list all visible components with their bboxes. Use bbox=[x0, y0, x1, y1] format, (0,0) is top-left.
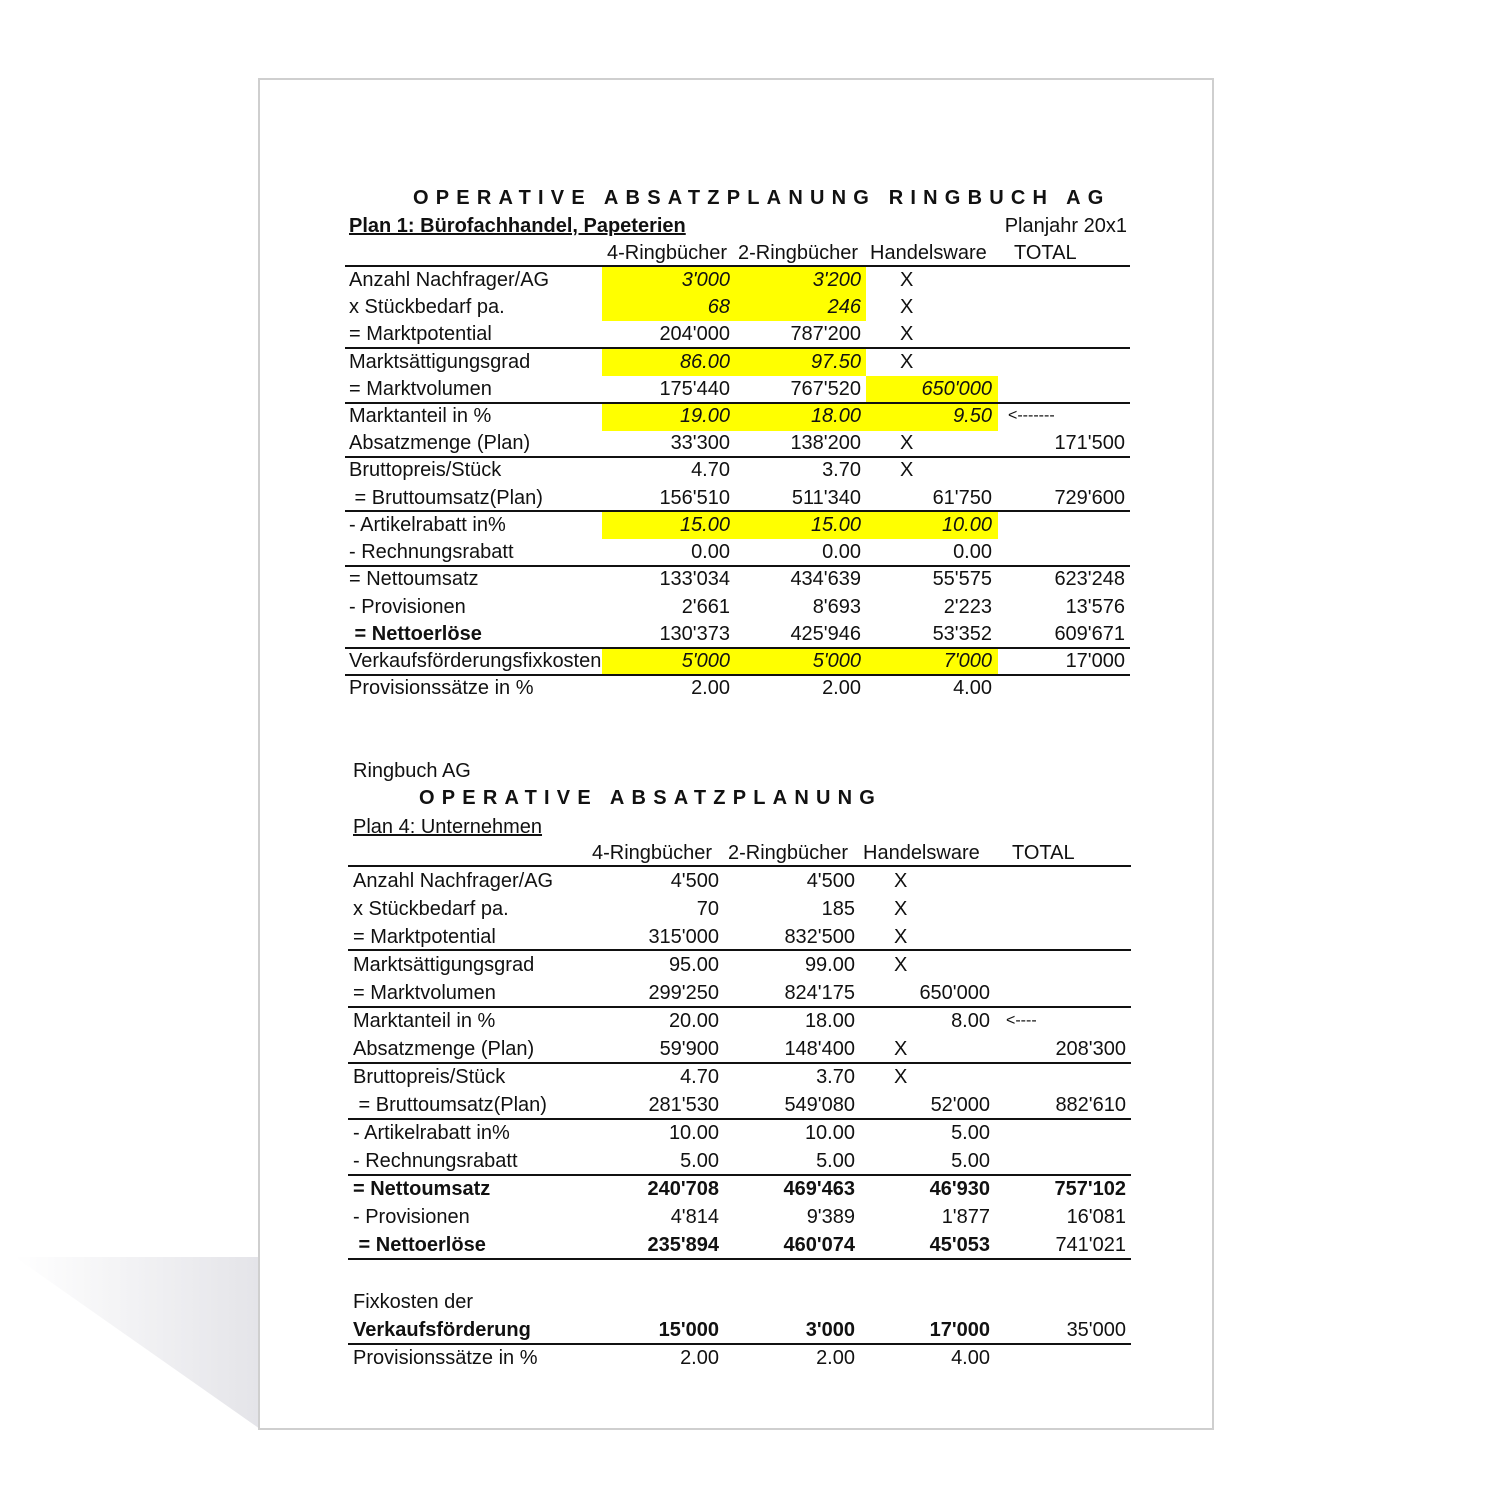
cell-total: 208'300 bbox=[1055, 1038, 1126, 1060]
cell-handelsware: 17'000 bbox=[929, 1319, 990, 1341]
table-row bbox=[0, 431, 1500, 458]
cell-handelsware: 45'053 bbox=[929, 1234, 990, 1256]
row-label: x Stückbedarf pa. bbox=[349, 296, 505, 318]
cell-4-ringbuecher: 281'530 bbox=[648, 1094, 719, 1116]
cell-2-ringbuecher: 434'639 bbox=[790, 568, 861, 590]
table-row bbox=[0, 404, 1500, 431]
header-handelsware: Handelsware bbox=[870, 242, 987, 264]
arrow-note: <---- bbox=[1006, 1012, 1037, 1029]
cell-4-ringbuecher: 20.00 bbox=[668, 1010, 719, 1032]
row-label: Provisionssätze in % bbox=[349, 677, 534, 699]
header-2-ringbuecher: 2-Ringbücher bbox=[728, 842, 849, 864]
header-total: TOTAL bbox=[1014, 242, 1077, 264]
table-row bbox=[0, 1149, 1500, 1176]
cell-2-ringbuecher: 9'389 bbox=[806, 1206, 855, 1228]
table-row bbox=[0, 377, 1500, 404]
row-label: = Nettoumsatz bbox=[349, 568, 479, 590]
cell-2-ringbuecher: 0.00 bbox=[822, 541, 861, 563]
table-row bbox=[0, 486, 1500, 513]
cell-4-ringbuecher: 315'000 bbox=[648, 926, 719, 948]
cell-handelsware: 8.00 bbox=[951, 1010, 990, 1032]
cell-total: 741'021 bbox=[1055, 1234, 1126, 1256]
table-row bbox=[0, 676, 1500, 703]
plan4-subtitle: Plan 4: Unternehmen bbox=[353, 816, 543, 838]
cell-handelsware: 55'575 bbox=[932, 568, 992, 590]
cell-handelsware[interactable]: 7'000 bbox=[943, 650, 992, 672]
cell-total: 35'000 bbox=[1066, 1319, 1126, 1341]
row-label: - Rechnungsrabatt bbox=[353, 1150, 518, 1172]
cell-2-ringbuecher: 2.00 bbox=[816, 1347, 855, 1369]
cell-total: 882'610 bbox=[1055, 1094, 1126, 1116]
cell-2-ringbuecher: 511'340 bbox=[791, 487, 861, 509]
cell-4-ringbuecher: 133'034 bbox=[659, 568, 730, 590]
plan-year: Planjahr 20x1 bbox=[1004, 215, 1127, 237]
cell-4-ringbuecher: 235'894 bbox=[647, 1234, 719, 1256]
table-row bbox=[0, 268, 1500, 295]
row-label: - Provisionen bbox=[349, 596, 466, 618]
cell-total: 757'102 bbox=[1054, 1178, 1126, 1200]
row-label: Absatzmenge (Plan) bbox=[349, 432, 531, 454]
cell-2-ringbuecher: 18.00 bbox=[804, 1010, 855, 1032]
table-row bbox=[0, 1009, 1500, 1036]
cell-4-ringbuecher: 4.70 bbox=[680, 1066, 719, 1088]
row-label: = Marktpotential bbox=[353, 926, 496, 948]
row-label: = Marktvolumen bbox=[349, 378, 492, 400]
cell-4-ringbuecher: 2.00 bbox=[691, 677, 730, 699]
cell-handelsware: 650'000 bbox=[919, 982, 990, 1004]
table-row bbox=[0, 1093, 1500, 1120]
cell-handelsware: X bbox=[894, 898, 908, 920]
cell-total: 13'576 bbox=[1065, 596, 1125, 618]
cell-handelsware: 4.00 bbox=[951, 1347, 990, 1369]
cell-2-ringbuecher[interactable]: 97.50 bbox=[810, 351, 861, 373]
table-row bbox=[0, 897, 1500, 924]
row-label: Bruttopreis/Stück bbox=[349, 459, 502, 481]
company-name: Ringbuch AG bbox=[353, 760, 471, 782]
cell-2-ringbuecher: 10.00 bbox=[804, 1122, 855, 1144]
cell-2-ringbuecher: 3.70 bbox=[822, 459, 861, 481]
cell-4-ringbuecher[interactable]: 86.00 bbox=[679, 351, 730, 373]
table-row bbox=[0, 981, 1500, 1008]
table-row bbox=[0, 595, 1500, 622]
cell-handelsware: 2'223 bbox=[943, 596, 992, 618]
fixkosten-label: Fixkosten der bbox=[353, 1291, 474, 1313]
cell-4-ringbuecher: 240'708 bbox=[647, 1178, 719, 1200]
cell-total: 171'500 bbox=[1054, 432, 1125, 454]
header-4-ringbuecher: 4-Ringbücher bbox=[592, 842, 713, 864]
cell-2-ringbuecher[interactable]: 3'200 bbox=[812, 269, 861, 291]
cell-handelsware: 5.00 bbox=[951, 1150, 990, 1172]
cell-handelsware: 5.00 bbox=[951, 1122, 990, 1144]
row-label: Bruttopreis/Stück bbox=[353, 1066, 506, 1088]
row-label: Marktanteil in % bbox=[349, 405, 492, 427]
cell-4-ringbuecher: 299'250 bbox=[648, 982, 719, 1004]
table-row bbox=[0, 1233, 1500, 1260]
cell-2-ringbuecher: 8'693 bbox=[812, 596, 861, 618]
table-row bbox=[0, 1318, 1500, 1345]
cell-2-ringbuecher: 824'175 bbox=[784, 982, 855, 1004]
cell-2-ringbuecher: 767'520 bbox=[790, 378, 861, 400]
cell-2-ringbuecher: 138'200 bbox=[790, 432, 861, 454]
table-row bbox=[0, 953, 1500, 980]
row-label: - Provisionen bbox=[353, 1206, 470, 1228]
table-row bbox=[0, 567, 1500, 594]
row-label: = Nettoerlöse bbox=[349, 623, 482, 645]
cell-2-ringbuecher[interactable]: 15.00 bbox=[810, 514, 861, 536]
row-label: = Bruttoumsatz(Plan) bbox=[353, 1094, 547, 1116]
cell-handelsware: X bbox=[900, 459, 914, 481]
cell-4-ringbuecher[interactable]: 5'000 bbox=[681, 650, 730, 672]
cell-handelsware: X bbox=[900, 351, 914, 373]
cell-4-ringbuecher: 0.00 bbox=[691, 541, 730, 563]
cell-4-ringbuecher[interactable]: 68 bbox=[707, 296, 730, 318]
cell-total: 609'671 bbox=[1054, 623, 1125, 645]
plan1-title: OPERATIVE ABSATZPLANUNG RINGBUCH AG bbox=[413, 187, 1111, 209]
cell-2-ringbuecher[interactable]: 246 bbox=[827, 296, 861, 318]
row-label: Anzahl Nachfrager/AG bbox=[349, 269, 550, 291]
row-label: = Nettoumsatz bbox=[353, 1178, 491, 1200]
cell-2-ringbuecher[interactable]: 18.00 bbox=[810, 405, 861, 427]
table-row bbox=[0, 540, 1500, 567]
cell-4-ringbuecher: 59'900 bbox=[659, 1038, 719, 1060]
cell-total: 16'081 bbox=[1066, 1206, 1126, 1228]
table-row bbox=[0, 649, 1500, 676]
row-label: = Bruttoumsatz(Plan) bbox=[349, 487, 543, 509]
row-label: - Rechnungsrabatt bbox=[349, 541, 514, 563]
cell-handelsware: X bbox=[900, 432, 914, 454]
plan1-subtitle: Plan 1: Bürofachhandel, Papeterien bbox=[349, 215, 686, 237]
header-2-ringbuecher: 2-Ringbücher bbox=[738, 242, 859, 264]
cell-4-ringbuecher: 5.00 bbox=[680, 1150, 719, 1172]
cell-4-ringbuecher[interactable]: 3'000 bbox=[681, 269, 730, 291]
cell-handelsware[interactable]: 10.00 bbox=[941, 514, 992, 536]
row-label: Anzahl Nachfrager/AG bbox=[353, 870, 554, 892]
cell-4-ringbuecher: 2'661 bbox=[681, 596, 730, 618]
cell-4-ringbuecher: 70 bbox=[696, 898, 719, 920]
cell-2-ringbuecher: 4'500 bbox=[806, 870, 855, 892]
arrow-note: <------- bbox=[1008, 407, 1055, 424]
cell-2-ringbuecher: 549'080 bbox=[784, 1094, 855, 1116]
cell-2-ringbuecher: 460'074 bbox=[783, 1234, 855, 1256]
table-row bbox=[0, 1121, 1500, 1148]
row-label: Provisionssätze in % bbox=[353, 1347, 538, 1369]
table-row bbox=[0, 622, 1500, 649]
cell-4-ringbuecher: 10.00 bbox=[668, 1122, 719, 1144]
table-row bbox=[0, 925, 1500, 952]
cell-2-ringbuecher: 832'500 bbox=[784, 926, 855, 948]
cell-2-ringbuecher[interactable]: 5'000 bbox=[812, 650, 861, 672]
cell-4-ringbuecher: 175'440 bbox=[659, 378, 730, 400]
row-label: = Marktvolumen bbox=[353, 982, 496, 1004]
cell-2-ringbuecher: 787'200 bbox=[790, 323, 861, 345]
cell-4-ringbuecher: 204'000 bbox=[659, 323, 730, 345]
table-row bbox=[0, 295, 1500, 322]
table-row bbox=[0, 1346, 1500, 1373]
cell-4-ringbuecher: 2.00 bbox=[680, 1347, 719, 1369]
cell-handelsware: X bbox=[894, 1066, 908, 1088]
cell-handelsware: 53'352 bbox=[932, 623, 992, 645]
table-row bbox=[0, 869, 1500, 896]
cell-2-ringbuecher: 2.00 bbox=[822, 677, 861, 699]
cell-4-ringbuecher: 33'300 bbox=[670, 432, 730, 454]
table-row bbox=[0, 458, 1500, 485]
row-label: Marktsättigungsgrad bbox=[353, 954, 535, 976]
cell-handelsware: X bbox=[894, 954, 908, 976]
row-label: Absatzmenge (Plan) bbox=[353, 1038, 535, 1060]
divider bbox=[348, 865, 1131, 867]
cell-handelsware: X bbox=[894, 1038, 908, 1060]
row-label: Marktsättigungsgrad bbox=[349, 351, 531, 373]
cell-handelsware: X bbox=[900, 296, 914, 318]
cell-4-ringbuecher: 4'500 bbox=[670, 870, 719, 892]
cell-4-ringbuecher[interactable]: 19.00 bbox=[679, 405, 730, 427]
cell-total: 623'248 bbox=[1054, 568, 1125, 590]
cell-4-ringbuecher: 15'000 bbox=[658, 1319, 719, 1341]
plan4-title: OPERATIVE ABSATZPLANUNG bbox=[419, 787, 883, 809]
cell-handelsware[interactable]: 650'000 bbox=[921, 378, 992, 400]
cell-handelsware: 4.00 bbox=[953, 677, 992, 699]
table-row bbox=[0, 1177, 1500, 1204]
cell-2-ringbuecher: 469'463 bbox=[783, 1178, 855, 1200]
cell-2-ringbuecher: 5.00 bbox=[816, 1150, 855, 1172]
row-label: Marktanteil in % bbox=[353, 1010, 496, 1032]
cell-4-ringbuecher: 130'373 bbox=[659, 623, 730, 645]
row-label: x Stückbedarf pa. bbox=[353, 898, 509, 920]
divider bbox=[345, 265, 1130, 267]
cell-4-ringbuecher: 4.70 bbox=[691, 459, 730, 481]
header-total: TOTAL bbox=[1012, 842, 1075, 864]
cell-total: 17'000 bbox=[1065, 650, 1125, 672]
cell-handelsware: X bbox=[894, 870, 908, 892]
table-row bbox=[0, 1205, 1500, 1232]
cell-2-ringbuecher: 3.70 bbox=[816, 1066, 855, 1088]
cell-2-ringbuecher: 3'000 bbox=[805, 1319, 855, 1341]
cell-handelsware: 1'877 bbox=[941, 1206, 990, 1228]
table-row bbox=[0, 1065, 1500, 1092]
cell-handelsware: 61'750 bbox=[932, 487, 992, 509]
header-handelsware: Handelsware bbox=[863, 842, 980, 864]
table-row bbox=[0, 350, 1500, 377]
row-label: Verkaufsförderung bbox=[353, 1319, 531, 1341]
row-label: - Artikelrabatt in% bbox=[353, 1122, 510, 1144]
cell-handelsware: 0.00 bbox=[953, 541, 992, 563]
cell-handelsware: X bbox=[900, 269, 914, 291]
cell-handelsware: X bbox=[900, 323, 914, 345]
cell-2-ringbuecher: 148'400 bbox=[784, 1038, 855, 1060]
cell-4-ringbuecher: 4'814 bbox=[670, 1206, 719, 1228]
table-row bbox=[0, 322, 1500, 349]
cell-handelsware[interactable]: 9.50 bbox=[953, 405, 992, 427]
cell-4-ringbuecher[interactable]: 15.00 bbox=[679, 514, 730, 536]
cell-2-ringbuecher: 425'946 bbox=[790, 623, 861, 645]
row-label: Verkaufsförderungsfixkosten bbox=[349, 650, 602, 672]
row-label: = Nettoerlöse bbox=[353, 1234, 486, 1256]
cell-total: 729'600 bbox=[1054, 487, 1125, 509]
cell-4-ringbuecher: 156'510 bbox=[659, 487, 730, 509]
table-row bbox=[0, 1037, 1500, 1064]
cell-handelsware: 46'930 bbox=[929, 1178, 990, 1200]
cell-handelsware: 52'000 bbox=[930, 1094, 990, 1116]
row-label: - Artikelrabatt in% bbox=[349, 514, 506, 536]
cell-4-ringbuecher: 95.00 bbox=[668, 954, 719, 976]
cell-2-ringbuecher: 99.00 bbox=[804, 954, 855, 976]
header-4-ringbuecher: 4-Ringbücher bbox=[607, 242, 728, 264]
cell-handelsware: X bbox=[894, 926, 908, 948]
table-row bbox=[0, 513, 1500, 540]
row-label: = Marktpotential bbox=[349, 323, 492, 345]
cell-2-ringbuecher: 185 bbox=[821, 898, 855, 920]
